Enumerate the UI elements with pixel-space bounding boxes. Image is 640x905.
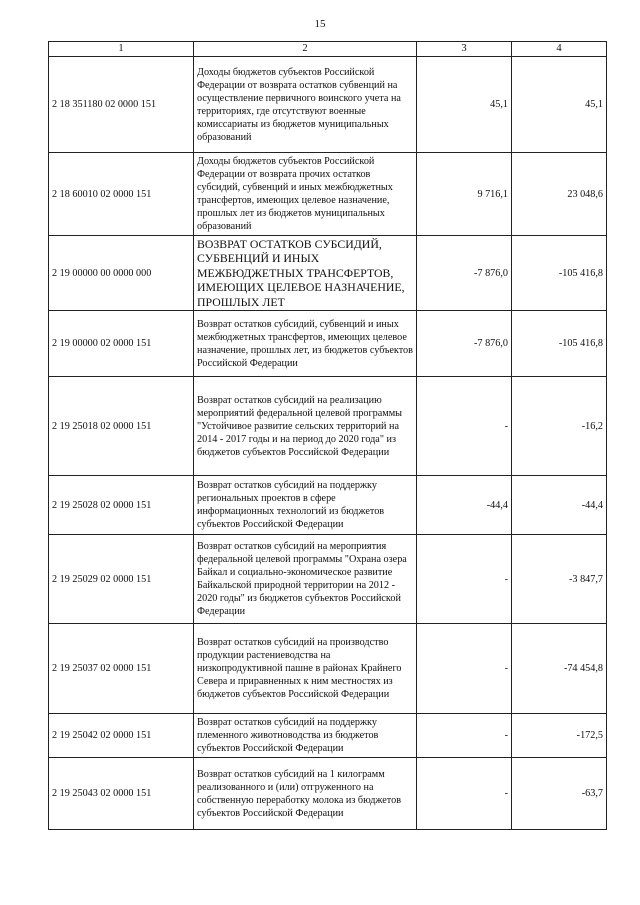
budget-code-cell: 2 19 25018 02 0000 151 [49, 377, 194, 476]
description-cell: Доходы бюджетов субъектов Российской Федерации от возврата прочих остатков субсидий, субвенций и иных межбюджетных трансфертов, имеющих целевое назначение, прошлых лет из бюджетов муниципальных образований [194, 153, 417, 236]
column-header-2: 2 [194, 42, 417, 57]
description-cell: Возврат остатков субсидий на поддержку племенного животноводства из бюджетов субъектов Российской Федерации [194, 714, 417, 758]
description-cell: Возврат остатков субсидий на мероприятия федеральной целевой программы "Охрана озера Байкал и социально-экономическое развитие Байкальской природной территории на 2012 - 2020 годы" из бюджетов субъектов Российской Федерации [194, 535, 417, 624]
description-cell: Возврат остатков субсидий на производство продукции растениеводства на низкопродуктивной пашне в районах Крайнего Севера и приравненных к ним местностях из бюджетов субъектов Российской Федерации [194, 624, 417, 714]
amount-col4-cell: -172,5 [512, 714, 607, 758]
description-cell: Возврат остатков субсидий на поддержку региональных проектов в сфере информационных технологий из бюджетов субъектов Российской Федерации [194, 476, 417, 535]
description-cell: ВОЗВРАТ ОСТАТКОВ СУБСИДИЙ, СУБВЕНЦИЙ И ИНЫХ МЕЖБЮДЖЕТНЫХ ТРАНСФЕРТОВ, ИМЕЮЩИХ ЦЕЛЕВОЕ НАЗНАЧЕНИЕ, ПРОШЛЫХ ЛЕТ [194, 236, 417, 311]
description-cell: Возврат остатков субсидий, субвенций и иных межбюджетных трансфертов, имеющих целевое назначение, прошлых лет, из бюджетов субъектов Российской Федерации [194, 311, 417, 377]
amount-col4-cell: 23 048,6 [512, 153, 607, 236]
column-header-3: 3 [417, 42, 512, 57]
table-header-row [49, 42, 607, 57]
amount-col4-cell: -3 847,7 [512, 535, 607, 624]
table-row [49, 758, 607, 830]
table-row [49, 624, 607, 714]
amount-col4-cell: -74 454,8 [512, 624, 607, 714]
budget-code-cell: 2 18 60010 02 0000 151 [49, 153, 194, 236]
amount-col4-cell: -16,2 [512, 377, 607, 476]
page-number: 15 [314, 18, 326, 30]
table-row [49, 57, 607, 153]
table-row [49, 153, 607, 236]
amount-col3-cell: -44,4 [417, 476, 512, 535]
amount-col4-cell: -105 416,8 [512, 311, 607, 377]
table-row [49, 236, 607, 311]
amount-col3-cell: -7 876,0 [417, 236, 512, 311]
table-row [49, 311, 607, 377]
description-cell: Возврат остатков субсидий на реализацию мероприятий федеральной целевой программы "Устойчивое развитие сельских территорий на 2014 - 2017 годы и на период до 2020 года" из бюджетов субъектов Российской Федерации [194, 377, 417, 476]
amount-col3-cell: - [417, 714, 512, 758]
table-row [49, 714, 607, 758]
budget-code-cell: 2 19 00000 00 0000 000 [49, 236, 194, 311]
table-row [49, 476, 607, 535]
column-header-1: 1 [49, 42, 194, 57]
budget-code-cell: 2 19 25042 02 0000 151 [49, 714, 194, 758]
budget-code-cell: 2 19 25028 02 0000 151 [49, 476, 194, 535]
amount-col4-cell: -63,7 [512, 758, 607, 830]
amount-col3-cell: 45,1 [417, 57, 512, 153]
amount-col4-cell: 45,1 [512, 57, 607, 153]
description-cell: Доходы бюджетов субъектов Российской Федерации от возврата остатков субвенций на осуществление первичного воинского учета на территориях, где отсутствуют военные комиссариаты из бюджетов муниципальных образований [194, 57, 417, 153]
budget-revenue-table [48, 41, 607, 830]
amount-col3-cell: 9 716,1 [417, 153, 512, 236]
amount-col4-cell: -44,4 [512, 476, 607, 535]
table-row [49, 535, 607, 624]
column-header-4: 4 [512, 42, 607, 57]
amount-col3-cell: - [417, 758, 512, 830]
budget-code-cell: 2 19 25037 02 0000 151 [49, 624, 194, 714]
budget-code-cell: 2 19 25043 02 0000 151 [49, 758, 194, 830]
budget-code-cell: 2 18 351180 02 0000 151 [49, 57, 194, 153]
amount-col3-cell: -7 876,0 [417, 311, 512, 377]
amount-col3-cell: - [417, 377, 512, 476]
amount-col4-cell: -105 416,8 [512, 236, 607, 311]
budget-code-cell: 2 19 25029 02 0000 151 [49, 535, 194, 624]
amount-col3-cell: - [417, 535, 512, 624]
amount-col3-cell: - [417, 624, 512, 714]
table-row [49, 377, 607, 476]
budget-code-cell: 2 19 00000 02 0000 151 [49, 311, 194, 377]
description-cell: Возврат остатков субсидий на 1 килограмм реализованного и (или) отгруженного на собственную переработку молока из бюджетов субъектов Российской Федерации [194, 758, 417, 830]
